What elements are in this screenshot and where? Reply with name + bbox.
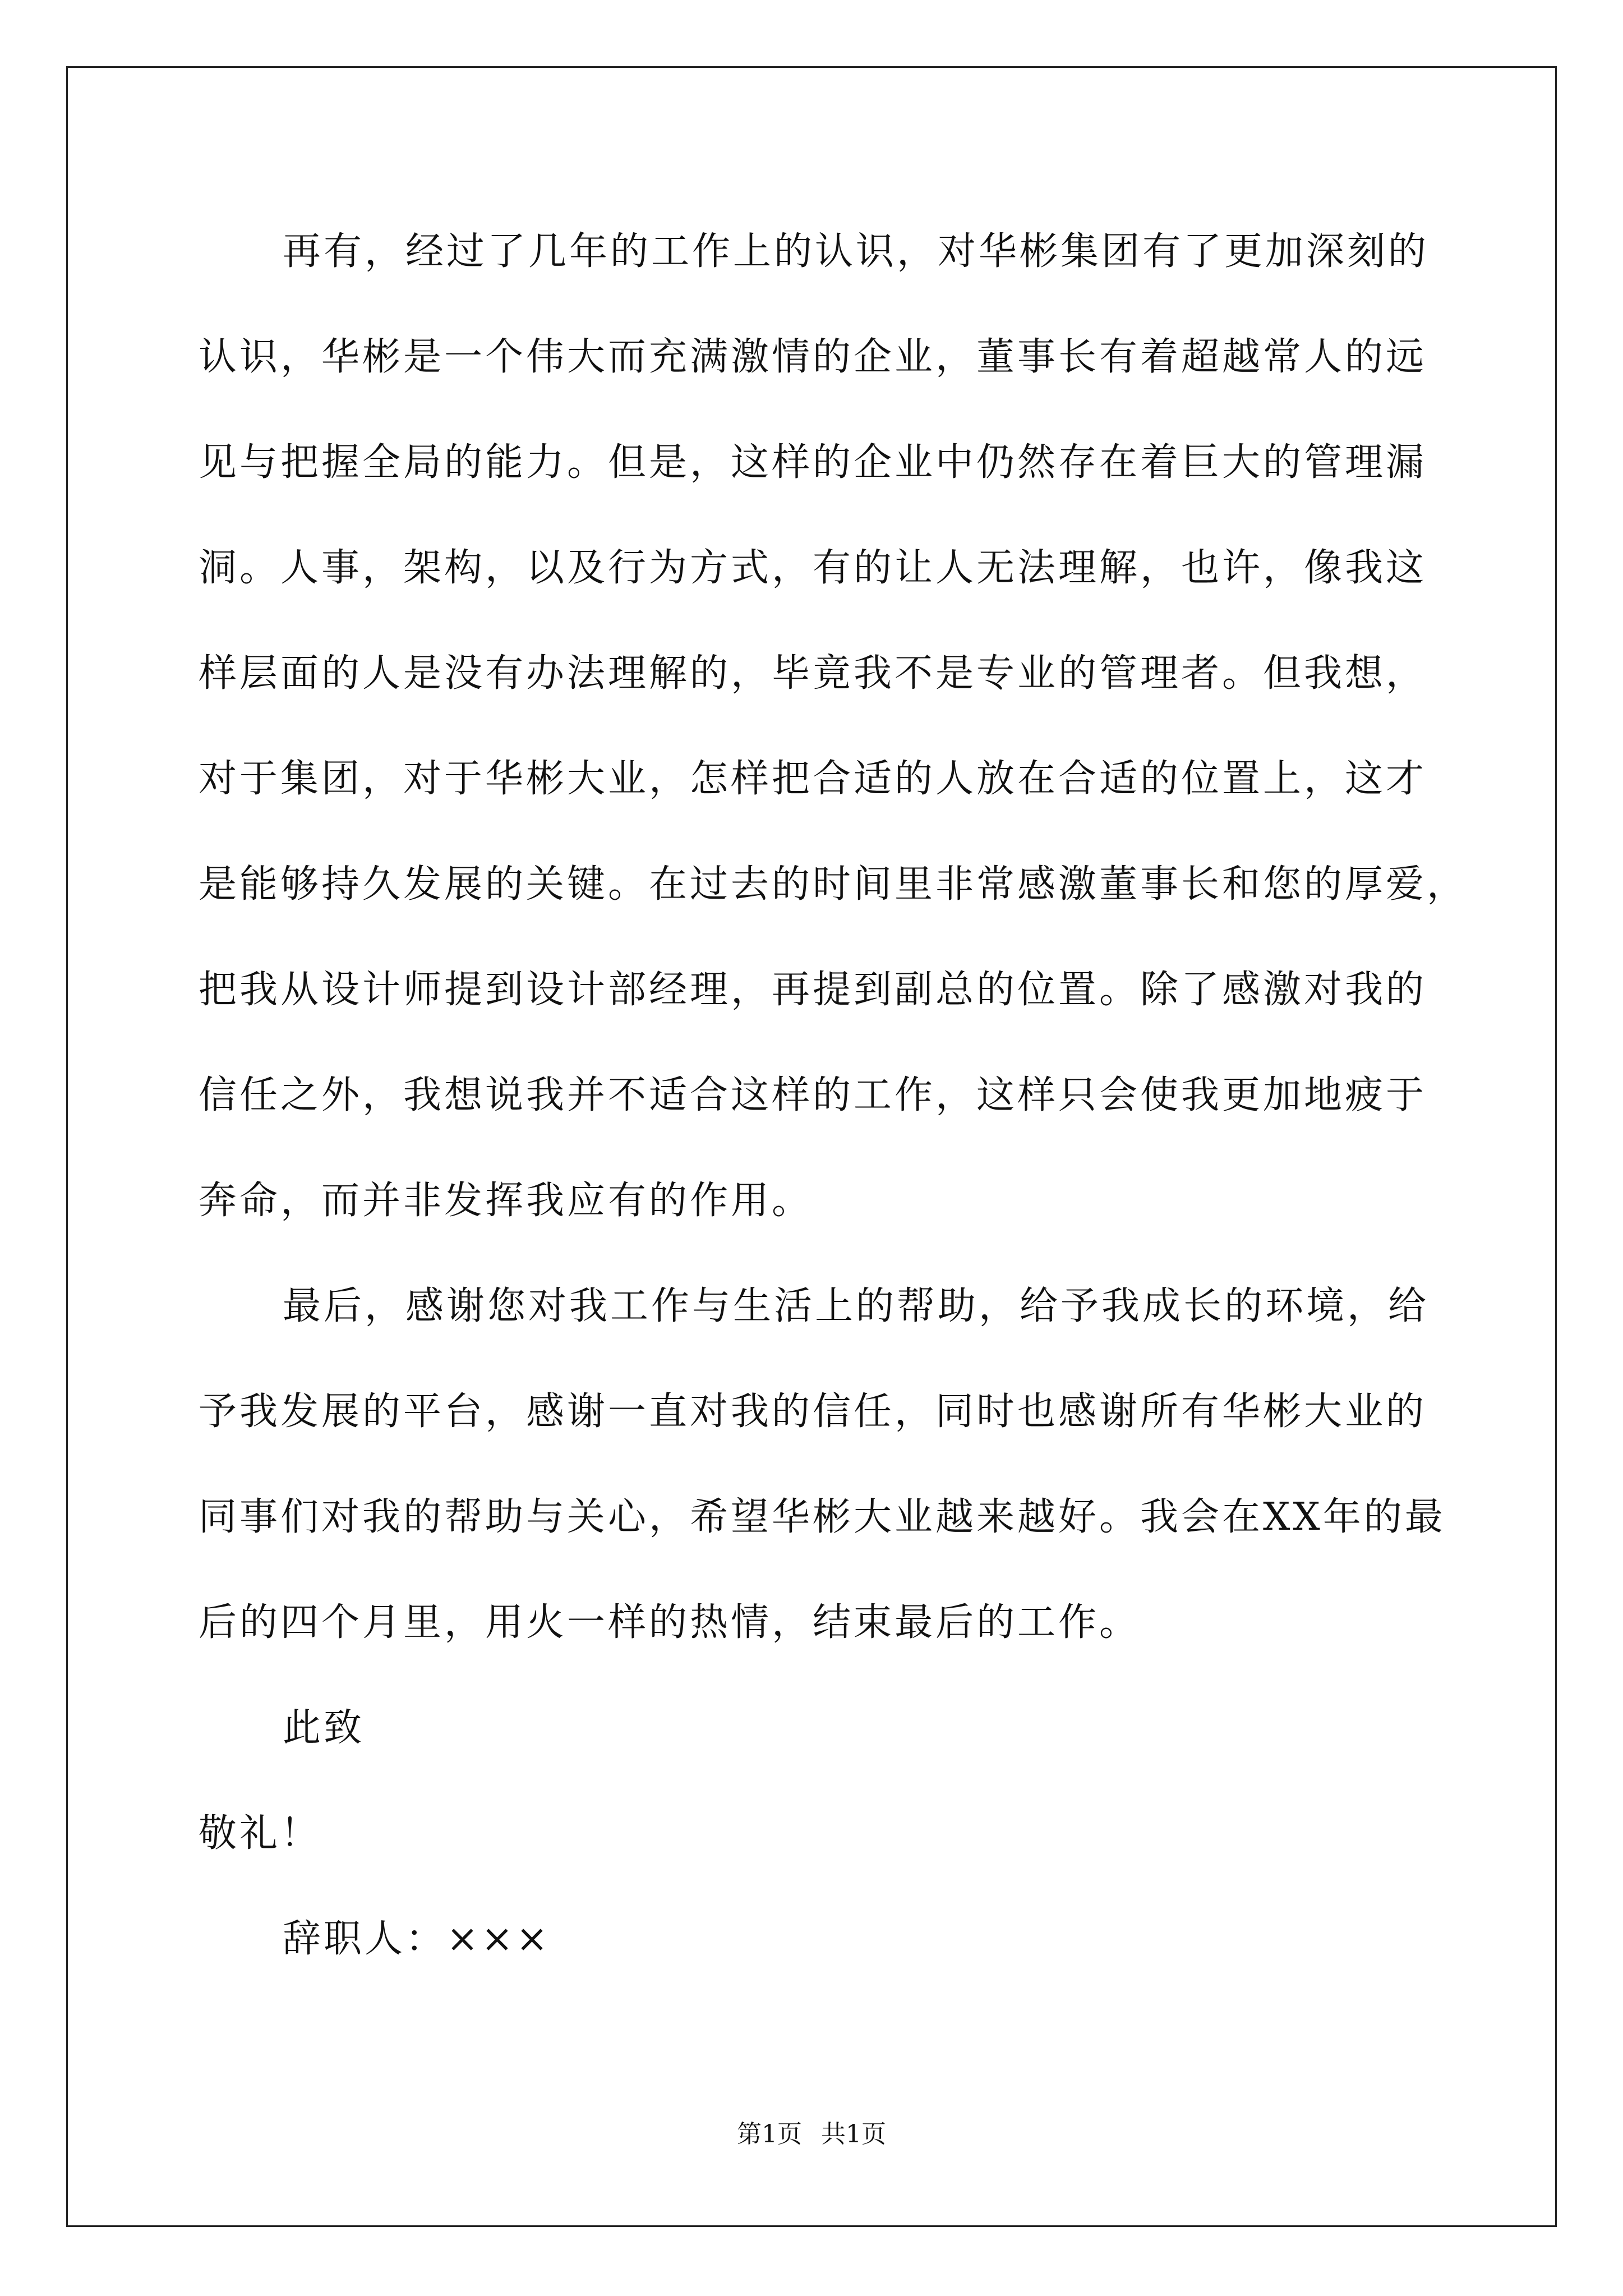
paragraph-1 (199, 210, 1468, 1264)
page-number: 第1页 (737, 2120, 802, 2148)
closing-regards: 敬礼！ (199, 1811, 322, 1856)
paragraph-line: 见与把握全局的能力。但是，这样的企业中仍然存在着巨大的管理漏 (199, 440, 1427, 485)
paragraph-line: 认识，华彬是一个伟大而充满激情的企业，董事长有着超越常人的远 (199, 335, 1427, 379)
paragraph-line: 样层面的人是没有办法理解的，毕竟我不是专业的管理者。但我想， (199, 651, 1427, 696)
paragraph-line: 同事们对我的帮助与关心，希望华彬大业越来越好。我会在XX年的最 (199, 1495, 1446, 1539)
letter-body (199, 210, 1468, 2003)
paragraph-line: 后的四个月里，用火一样的热情，结束最后的工作。 (199, 1600, 1141, 1645)
paragraph-line: 是能够持久发展的关键。在过去的时间里非常感激董事长和您的厚爱， (199, 862, 1468, 907)
paragraph-line: 对于集团，对于华彬大业，怎样把合适的人放在合适的位置上，这才 (199, 757, 1427, 801)
paragraph-line: 信任之外，我想说我并不适合这样的工作，这样只会使我更加地疲于 (199, 1073, 1427, 1117)
paragraph-2 (199, 1264, 1446, 1686)
closing-salutation: 此致 (283, 1706, 365, 1750)
paragraph-line: 奔命，而并非发挥我应有的作用。 (199, 1179, 813, 1223)
paragraph-line: 把我从设计师提到设计部经理，再提到副总的位置。除了感激对我的 (199, 968, 1427, 1012)
paragraph-line: 再有，经过了几年的工作上的认识，对华彬集团有了更加深刻的 (283, 229, 1430, 274)
paragraph-line: 予我发展的平台，感谢一直对我的信任，同时也感谢所有华彬大业的 (199, 1389, 1427, 1434)
page-footer (0, 2118, 1623, 2151)
signature-line: 辞职人：××× (283, 1917, 551, 1961)
paragraph-line: 最后，感谢您对我工作与生活上的帮助，给予我成长的环境，给 (283, 1284, 1430, 1328)
paragraph-line: 洞。人事，架构，以及行为方式，有的让人无法理解，也许，像我这 (199, 546, 1427, 590)
page-total: 共1页 (821, 2120, 886, 2148)
